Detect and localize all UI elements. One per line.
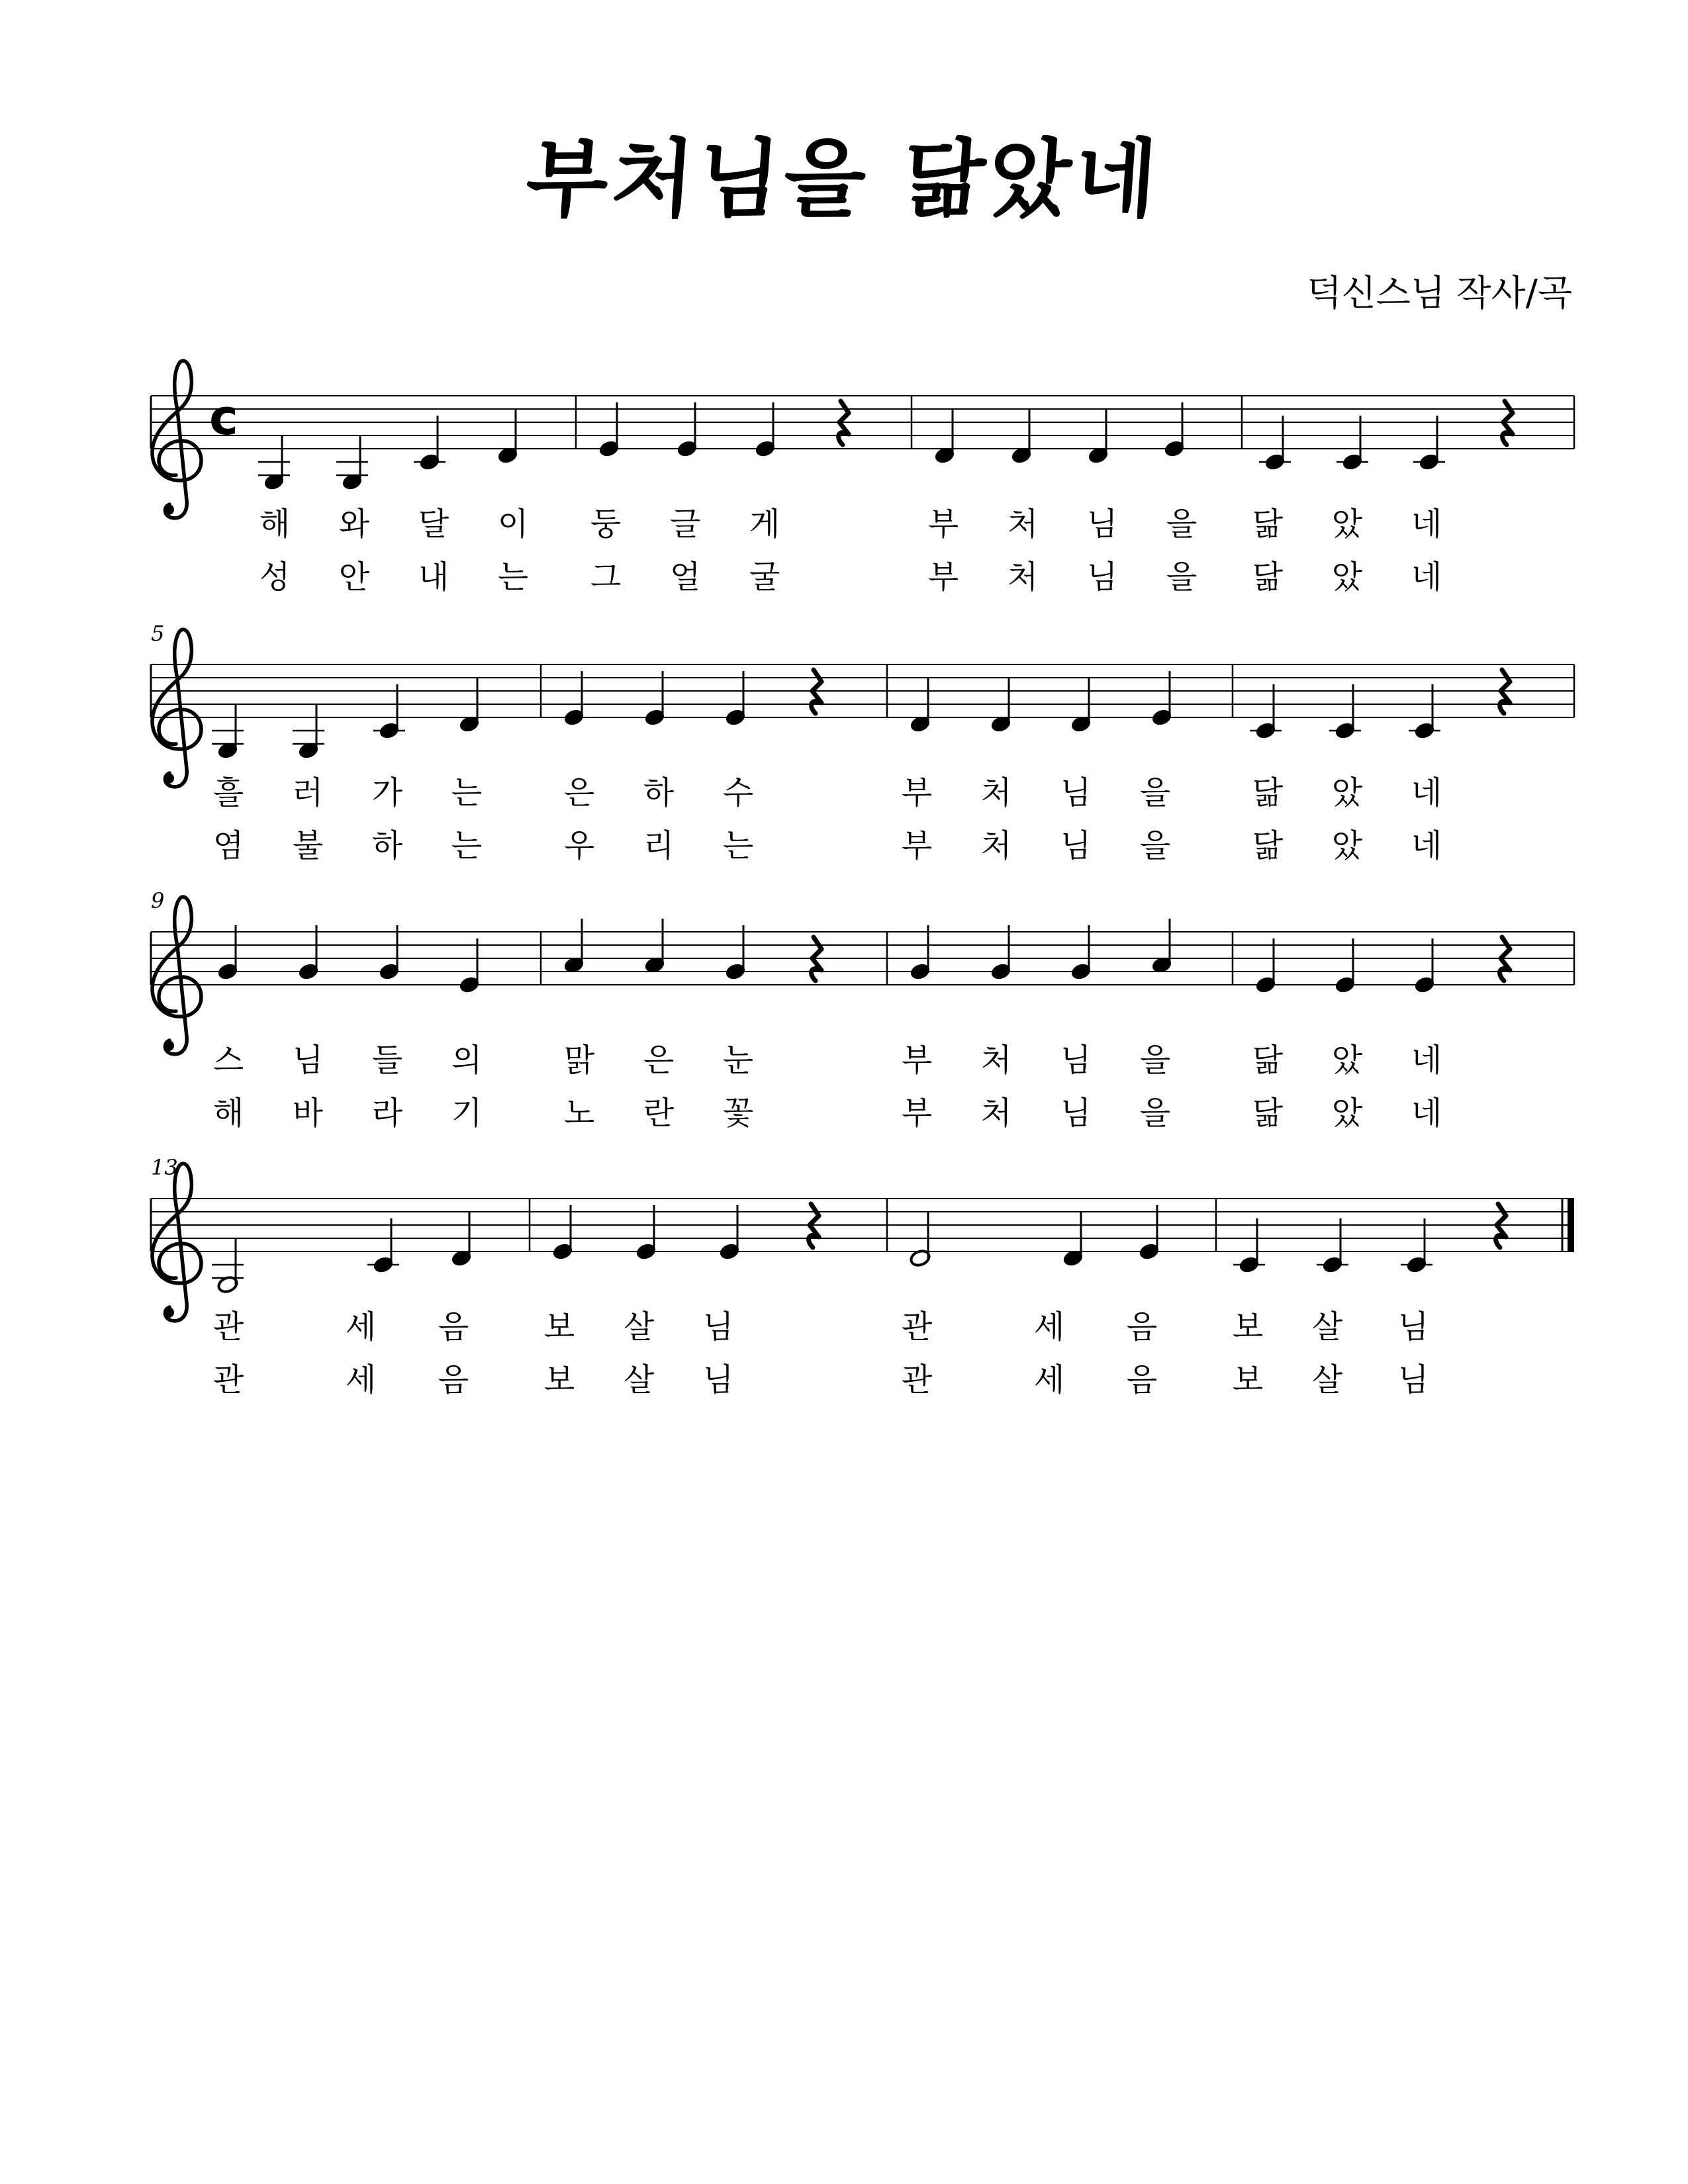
lyric-syllable: 게 <box>749 506 780 543</box>
time-signature: c <box>209 389 238 446</box>
lyric-syllable: 스 <box>212 1042 244 1079</box>
lyric-syllable: 부 <box>901 827 933 864</box>
lyric-syllable: 았 <box>1331 1095 1363 1132</box>
lyric-syllable: 님 <box>702 1308 734 1345</box>
lyric-syllable: 보 <box>1232 1308 1264 1345</box>
lyric-syllable: 님 <box>1086 506 1118 543</box>
lyric-syllable: 네 <box>1411 1042 1442 1079</box>
lyric-syllable: 살 <box>1311 1308 1343 1345</box>
composer-credit: 덕신스님 작사/곡 <box>1307 272 1572 314</box>
measure-number: 9 <box>151 888 165 913</box>
lyric-syllable: 글 <box>669 506 701 543</box>
lyric-syllable: 네 <box>1411 1095 1442 1132</box>
lyric-syllable: 눈 <box>722 1042 754 1079</box>
lyric-syllable: 네 <box>1411 774 1442 811</box>
lyric-syllable: 세 <box>1033 1308 1065 1345</box>
lyric-syllable: 보 <box>543 1361 575 1398</box>
lyric-syllable: 음 <box>1126 1308 1158 1345</box>
lyric-syllable: 와 <box>338 506 370 543</box>
lyric-syllable: 님 <box>1060 1042 1092 1079</box>
lyric-syllable: 처 <box>1007 559 1039 596</box>
lyric-syllable: 네 <box>1411 559 1442 596</box>
lyric-syllable: 의 <box>451 1042 483 1079</box>
lyric-syllable: 을 <box>1139 827 1171 864</box>
lyric-syllable: 세 <box>345 1308 377 1345</box>
lyric-syllable: 님 <box>702 1361 734 1398</box>
lyric-syllable: 수 <box>722 774 754 811</box>
lyric-syllable: 둥 <box>590 506 622 543</box>
lyric-syllable: 살 <box>1311 1361 1343 1398</box>
lyric-syllable: 는 <box>497 559 529 596</box>
lyric-syllable: 닮 <box>1252 774 1284 811</box>
lyric-syllable: 은 <box>563 774 595 811</box>
lyric-syllable: 하 <box>643 774 675 811</box>
lyric-syllable: 처 <box>980 1095 1012 1132</box>
lyric-syllable: 염 <box>212 827 244 864</box>
staff-system <box>151 389 1574 596</box>
lyric-syllable: 흘 <box>212 774 244 811</box>
lyric-syllable: 부 <box>927 506 959 543</box>
lyric-syllable: 았 <box>1331 559 1363 596</box>
lyric-syllable: 님 <box>1060 1095 1092 1132</box>
lyric-syllable: 부 <box>901 1095 933 1132</box>
lyric-syllable: 보 <box>1232 1361 1264 1398</box>
lyric-syllable: 처 <box>980 1042 1012 1079</box>
lyric-syllable: 리 <box>643 827 675 864</box>
lyric-syllable: 네 <box>1411 827 1442 864</box>
lyric-syllable: 님 <box>1086 559 1118 596</box>
lyric-syllable: 닮 <box>1252 1042 1284 1079</box>
lyric-syllable: 처 <box>1007 506 1039 543</box>
lyric-syllable: 닮 <box>1252 506 1284 543</box>
lyric-syllable: 관 <box>901 1308 933 1345</box>
lyric-syllable: 내 <box>418 559 449 596</box>
lyric-syllable: 님 <box>1397 1308 1429 1345</box>
lyric-syllable: 은 <box>643 1042 675 1079</box>
lyric-syllable: 세 <box>1033 1361 1065 1398</box>
lyric-syllable: 을 <box>1139 1095 1171 1132</box>
lyric-syllable: 님 <box>1060 774 1092 811</box>
lyric-syllable: 꽃 <box>722 1095 754 1132</box>
lyric-syllable: 기 <box>451 1095 483 1132</box>
lyric-syllable: 하 <box>371 827 403 864</box>
lyric-syllable: 란 <box>643 1095 675 1132</box>
lyric-syllable: 을 <box>1166 506 1197 543</box>
lyric-syllable: 았 <box>1331 506 1363 543</box>
lyric-syllable: 았 <box>1331 1042 1363 1079</box>
lyric-syllable: 맑 <box>563 1042 595 1079</box>
lyric-syllable: 라 <box>371 1095 403 1132</box>
lyric-syllable: 성 <box>259 559 291 596</box>
lyric-syllable: 살 <box>623 1361 655 1398</box>
lyric-syllable: 음 <box>438 1361 469 1398</box>
lyric-syllable: 불 <box>292 827 324 864</box>
lyric-syllable: 노 <box>563 1095 595 1132</box>
lyric-syllable: 해 <box>212 1095 244 1132</box>
lyric-syllable: 았 <box>1331 774 1363 811</box>
lyric-syllable: 해 <box>259 506 291 543</box>
lyric-syllable: 음 <box>438 1308 469 1345</box>
lyric-syllable: 님 <box>292 1042 324 1079</box>
lyric-syllable: 네 <box>1411 506 1442 543</box>
lyric-syllable: 얼 <box>669 559 701 596</box>
lyric-syllable: 닮 <box>1252 1095 1284 1132</box>
lyric-syllable: 닮 <box>1252 559 1284 596</box>
lyric-syllable: 바 <box>292 1095 324 1132</box>
lyric-syllable: 그 <box>590 559 622 596</box>
lyric-syllable: 세 <box>345 1361 377 1398</box>
lyric-syllable: 관 <box>212 1361 244 1398</box>
lyric-syllable: 는 <box>451 827 483 864</box>
treble-clef-icon <box>152 897 201 1054</box>
lyric-syllable: 이 <box>497 506 529 543</box>
lyric-syllable: 살 <box>623 1308 655 1345</box>
song-title: 부처님을 닮았네 <box>522 130 1164 229</box>
lyric-syllable: 처 <box>980 774 1012 811</box>
measure-number: 13 <box>151 1155 178 1180</box>
lyric-syllable: 우 <box>563 827 595 864</box>
staff-system <box>151 1155 1574 1398</box>
treble-clef-icon <box>152 1163 201 1321</box>
lyric-syllable: 는 <box>451 774 483 811</box>
lyric-syllable: 는 <box>722 827 754 864</box>
lyric-syllable: 러 <box>292 774 324 811</box>
lyric-syllable: 을 <box>1166 559 1197 596</box>
lyric-syllable: 처 <box>980 827 1012 864</box>
lyric-syllable: 굴 <box>749 559 780 596</box>
staff-system <box>151 888 1574 1132</box>
lyric-syllable: 관 <box>212 1308 244 1345</box>
treble-clef-icon <box>152 629 201 787</box>
lyric-syllable: 을 <box>1139 1042 1171 1079</box>
lyric-syllable: 관 <box>901 1361 933 1398</box>
final-barline <box>1568 1199 1574 1251</box>
lyric-syllable: 을 <box>1139 774 1171 811</box>
lyric-syllable: 부 <box>901 1042 933 1079</box>
treble-clef-icon <box>152 361 201 518</box>
lyric-syllable: 닮 <box>1252 827 1284 864</box>
measure-number: 5 <box>151 621 165 646</box>
lyric-syllable: 보 <box>543 1308 575 1345</box>
lyric-syllable: 님 <box>1060 827 1092 864</box>
staff-system <box>151 621 1574 864</box>
lyric-syllable: 음 <box>1126 1361 1158 1398</box>
lyric-syllable: 부 <box>927 559 959 596</box>
lyric-syllable: 들 <box>371 1042 403 1079</box>
lyric-syllable: 안 <box>338 559 370 596</box>
lyric-syllable: 부 <box>901 774 933 811</box>
lyric-syllable: 님 <box>1397 1361 1429 1398</box>
lyric-syllable: 가 <box>371 774 403 811</box>
lyric-syllable: 았 <box>1331 827 1363 864</box>
lyric-syllable: 달 <box>418 506 449 543</box>
